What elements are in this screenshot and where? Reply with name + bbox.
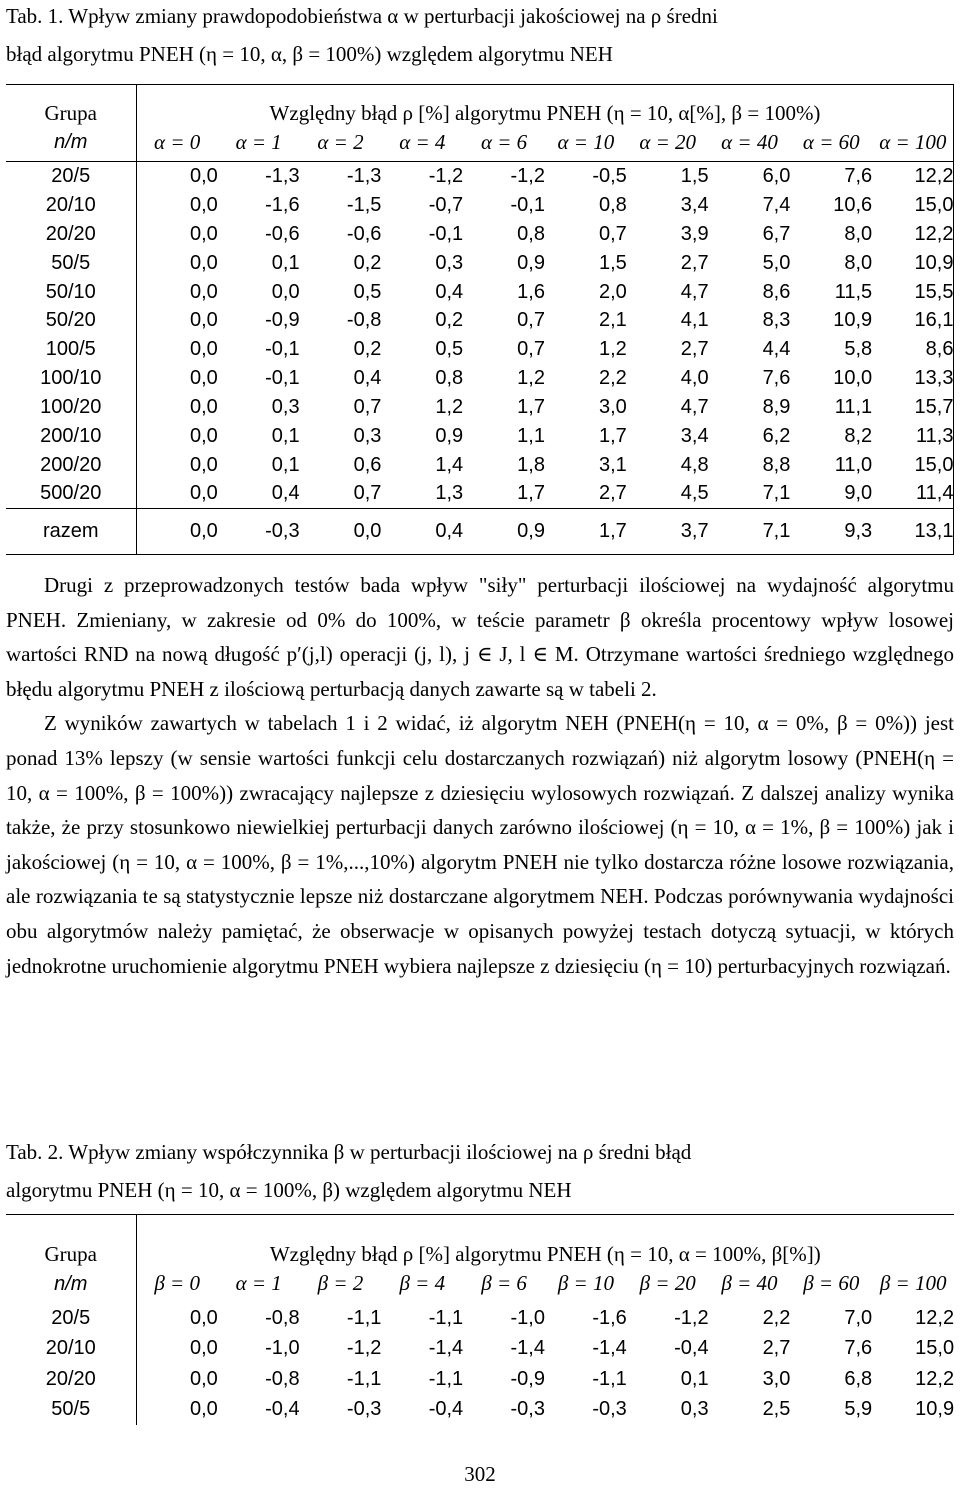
table-cell: 10,9 bbox=[833, 309, 873, 332]
table-cell: -0,6 bbox=[265, 222, 300, 245]
table-cell: 9,3 bbox=[790, 508, 872, 554]
table-cell: 1,4 bbox=[435, 453, 464, 476]
table-col-header: α = 0 bbox=[136, 124, 218, 162]
table-cell: 8,6 bbox=[872, 335, 954, 364]
table-cell: 1,2 bbox=[517, 367, 545, 390]
table-cell: 7,1 bbox=[709, 508, 791, 554]
table-row bbox=[6, 508, 954, 554]
row-group: 20/5 bbox=[6, 1303, 136, 1334]
table-col-header: α = 2 bbox=[300, 124, 382, 162]
table-cell: 0,5 bbox=[435, 338, 464, 361]
table-cell: 0,4 bbox=[381, 508, 463, 554]
table-cell: 0,7 bbox=[353, 396, 382, 419]
table-cell: 1,7 bbox=[517, 396, 545, 419]
row-group: 50/5 bbox=[6, 1394, 136, 1425]
table-cell: 10,9 bbox=[915, 1398, 955, 1421]
table-cell: 0,8 bbox=[517, 222, 545, 245]
table-cell: -1,1 bbox=[346, 1367, 382, 1390]
row-group: 20/20 bbox=[6, 219, 136, 248]
table1 bbox=[6, 84, 954, 555]
table-cell: 3,0 bbox=[762, 1367, 791, 1390]
table-cell: -1,4 bbox=[592, 1337, 627, 1360]
table-cell: 0,7 bbox=[517, 309, 545, 332]
table-cell: 11,5 bbox=[834, 280, 873, 303]
table-cell: 0,8 bbox=[435, 367, 464, 390]
table2 bbox=[6, 1214, 954, 1425]
table-cell: 2,7 bbox=[762, 1337, 791, 1360]
page-number: 302 bbox=[464, 1462, 496, 1486]
row-group: 20/10 bbox=[6, 190, 136, 219]
table-cell: 12,2 bbox=[872, 219, 954, 248]
table-row bbox=[6, 1333, 954, 1364]
table-cell: 3,4 bbox=[680, 193, 709, 216]
table-cell: 13,3 bbox=[872, 364, 954, 393]
table-cell: 4,0 bbox=[680, 367, 709, 390]
table-cell: -0,1 bbox=[265, 367, 300, 390]
table-cell: 0,8 bbox=[598, 193, 627, 216]
table-cell: 4,8 bbox=[680, 453, 709, 476]
table-cell: 0,0 bbox=[189, 424, 218, 447]
table1-header-title: Względny błąd ρ [%] algorytmu PNEH (η = 10, α[%], β = 100%) bbox=[136, 85, 954, 124]
table-cell: 12,2 bbox=[872, 162, 954, 191]
table-cell: 12,2 bbox=[915, 1306, 955, 1329]
table-cell: 0,1 bbox=[680, 1367, 709, 1390]
table-cell: 0,9 bbox=[463, 508, 545, 554]
table-row bbox=[6, 162, 954, 191]
table1-caption bbox=[6, 0, 954, 73]
table-cell: 0,0 bbox=[189, 338, 218, 361]
table-cell: 0,3 bbox=[435, 251, 464, 274]
table1-caption-line1: Tab. 1. Wpływ zmiany prawdopodobieństwa α w perturbacji jakościowej na ρ średni bbox=[6, 4, 718, 28]
table-row bbox=[6, 248, 954, 277]
table-row bbox=[6, 1303, 954, 1334]
table2-caption-line1: Tab. 2. Wpływ zmiany współczynnika β w perturbacji ilościowej na ρ średni błąd bbox=[6, 1140, 692, 1164]
table-cell: -1,6 bbox=[265, 193, 300, 216]
table-cell: 10,0 bbox=[833, 367, 873, 390]
table-col-header: β = 40 bbox=[721, 1271, 778, 1295]
table1-header-group: Grupa bbox=[6, 85, 136, 124]
table-row bbox=[6, 364, 954, 393]
table-cell: -0,4 bbox=[428, 1398, 464, 1421]
table-cell: 3,0 bbox=[598, 396, 627, 419]
table1-caption-line2: błąd algorytmu PNEH (η = 10, α, β = 100%) względem algorytmu NEH bbox=[6, 42, 613, 66]
table-cell: 4,1 bbox=[680, 309, 709, 332]
table-cell: 1,1 bbox=[517, 424, 545, 447]
table-col-header: β = 6 bbox=[481, 1271, 527, 1295]
table-cell: 9,0 bbox=[844, 482, 873, 505]
table-cell: 0,7 bbox=[353, 482, 382, 505]
table-cell: 0,0 bbox=[189, 482, 218, 505]
table-col-header: α = 20 bbox=[627, 124, 709, 162]
table-col-header: α = 10 bbox=[545, 124, 627, 162]
table-cell: -0,1 bbox=[428, 222, 464, 245]
table-cell: 8,0 bbox=[844, 222, 873, 245]
table-cell: 5,0 bbox=[762, 251, 791, 274]
table-col-header: β = 10 bbox=[557, 1271, 614, 1295]
table-cell: 1,8 bbox=[517, 453, 545, 476]
table-cell: 0,3 bbox=[680, 1398, 709, 1421]
table-cell: 0,0 bbox=[189, 1398, 218, 1421]
table-cell: 13,1 bbox=[872, 508, 954, 554]
table-cell: 7,6 bbox=[762, 367, 791, 390]
table-cell: 6,8 bbox=[844, 1367, 873, 1390]
table-row bbox=[6, 277, 954, 306]
table-cell: 1,5 bbox=[680, 165, 709, 188]
table-cell: -1,1 bbox=[592, 1367, 627, 1390]
table-cell: -1,2 bbox=[510, 165, 545, 188]
table-col-header: β = 100 bbox=[879, 1271, 947, 1295]
table-cell: -0,8 bbox=[265, 1367, 300, 1390]
table-cell: 15,7 bbox=[872, 393, 954, 422]
row-group: 100/5 bbox=[6, 335, 136, 364]
table-cell: 0,0 bbox=[189, 222, 218, 245]
table-cell: -1,1 bbox=[428, 1367, 464, 1390]
table-cell: -1,3 bbox=[265, 165, 300, 188]
table-cell: 12,2 bbox=[915, 1367, 955, 1390]
table-row bbox=[6, 306, 954, 335]
table-cell: -0,9 bbox=[265, 309, 300, 332]
table-cell: 4,7 bbox=[680, 280, 709, 303]
table-cell: 15,0 bbox=[872, 190, 954, 219]
table-cell: 0,0 bbox=[189, 165, 218, 188]
table-cell: 11,1 bbox=[834, 396, 873, 419]
table-col-header: β = 20 bbox=[639, 1271, 696, 1295]
table-cell: -0,1 bbox=[265, 338, 300, 361]
table-cell: 0,2 bbox=[353, 338, 382, 361]
table-cell: 15,0 bbox=[872, 450, 954, 479]
table-cell: -1,1 bbox=[428, 1306, 464, 1329]
table-col-header: α = 6 bbox=[463, 124, 545, 162]
row-group: 50/10 bbox=[6, 277, 136, 306]
table-cell: -0,3 bbox=[218, 508, 300, 554]
table2-header-group: Grupa bbox=[6, 1215, 136, 1265]
table-cell: 5,8 bbox=[844, 338, 873, 361]
table-row bbox=[6, 190, 954, 219]
table-cell: 1,6 bbox=[517, 280, 545, 303]
table-cell: -0,4 bbox=[265, 1398, 300, 1421]
table-cell: 2,1 bbox=[598, 309, 627, 332]
row-group: razem bbox=[6, 508, 136, 554]
table2-caption-line2: algorytmu PNEH (η = 10, α = 100%, β) względem algorytmu NEH bbox=[6, 1178, 572, 1202]
table-cell: 1,2 bbox=[435, 396, 464, 419]
row-group: 100/20 bbox=[6, 393, 136, 422]
table-row bbox=[6, 219, 954, 248]
table-cell: 0,0 bbox=[189, 280, 218, 303]
table-cell: 7,4 bbox=[762, 193, 791, 216]
table-cell: -1,0 bbox=[265, 1337, 300, 1360]
table-col-header: β = 4 bbox=[399, 1271, 446, 1295]
table-cell: 1,2 bbox=[598, 338, 627, 361]
table-cell: 2,7 bbox=[680, 338, 709, 361]
table-cell: 8,3 bbox=[762, 309, 791, 332]
table-cell: 0,0 bbox=[271, 280, 300, 303]
table-cell: 0,0 bbox=[189, 1306, 218, 1329]
table-cell: 0,4 bbox=[353, 367, 382, 390]
table-cell: 2,2 bbox=[598, 367, 627, 390]
table-cell: 2,2 bbox=[762, 1306, 791, 1329]
row-group: 50/20 bbox=[6, 306, 136, 335]
table-cell: -0,8 bbox=[346, 309, 382, 332]
table-cell: -0,3 bbox=[510, 1398, 545, 1421]
table-cell: 0,0 bbox=[189, 309, 218, 332]
table-col-header: α = 40 bbox=[709, 124, 791, 162]
table-cell: 10,9 bbox=[872, 248, 954, 277]
table-cell: 1,7 bbox=[517, 482, 545, 505]
table-cell: -0,5 bbox=[592, 165, 627, 188]
table-cell: 4,4 bbox=[762, 338, 791, 361]
table-cell: 0,5 bbox=[353, 280, 382, 303]
table-cell: 0,3 bbox=[271, 396, 300, 419]
table-cell: 3,7 bbox=[627, 508, 709, 554]
table-col-header: α = 1 bbox=[235, 1271, 282, 1295]
table-cell: -1,1 bbox=[346, 1306, 382, 1329]
table-cell: -0,3 bbox=[592, 1398, 627, 1421]
table-cell: 0,6 bbox=[353, 453, 382, 476]
table-cell: 0,7 bbox=[598, 222, 627, 245]
table-cell: -1,4 bbox=[510, 1337, 545, 1360]
table-cell: 1,5 bbox=[598, 251, 627, 274]
table-cell: 8,2 bbox=[844, 424, 873, 447]
table-cell: 10,6 bbox=[833, 193, 873, 216]
row-group: 50/5 bbox=[6, 248, 136, 277]
table-cell: 0,1 bbox=[271, 424, 300, 447]
table-cell: 3,1 bbox=[598, 453, 627, 476]
row-group: 20/10 bbox=[6, 1333, 136, 1364]
table-cell: -0,4 bbox=[674, 1337, 709, 1360]
table-cell: -0,9 bbox=[510, 1367, 545, 1390]
table-col-header: α = 100 bbox=[872, 124, 954, 162]
table-row bbox=[6, 422, 954, 451]
row-group: 200/20 bbox=[6, 450, 136, 479]
table-cell: 0,2 bbox=[353, 251, 382, 274]
row-group: 200/10 bbox=[6, 422, 136, 451]
table-cell: 0,0 bbox=[189, 396, 218, 419]
table-cell: -0,3 bbox=[346, 1398, 382, 1421]
table-cell: 11,3 bbox=[872, 422, 954, 451]
table-cell: 0,9 bbox=[435, 424, 464, 447]
table-cell: 6,2 bbox=[762, 424, 791, 447]
table-col-header: α = 60 bbox=[790, 124, 872, 162]
table-cell: -1,2 bbox=[674, 1306, 709, 1329]
table2-header-nm: n/m bbox=[6, 1265, 136, 1303]
body-paragraph-2: Z wyników zawartych w tabelach 1 i 2 widać, iż algorytm NEH (PNEH(η = 10, α = 0%, β = 0%)) jest ponad 13% lepszy (w sensie wartości funkcji celu dostarczanych rozwiązań) niż algorytm losowy (PNEH(η = 10, α = 100%, β = 100%)) zwracający najlepsze z dziesięciu wylosowych rozwiązań. Z dalszej analizy wynika także, że przy stosunkowo niewielkiej perturbacji danych zarówno ilościowej (η = 10, α = 1%, β = 100%) jak i jakościowej (η = 10, α = 100%, β = 1%,...,10%) algorytm PNEH nie tylko dostarcza różne losowe rozwiązania, ale rozwiązania te są statystycznie lepsze niż dostarczane algorytmem NEH. Podczas porównywania wydajności obu algorytmów należy pamiętać, że obserwacje w opisanych powyżej testach dotyczą sytuacji, w których jednokrotne uruchomienie algorytmu PNEH wybiera najlepsze z dziesięciu (η = 10) perturbacyjnych rozwiązań. bbox=[6, 711, 954, 978]
table-row bbox=[6, 393, 954, 422]
table-cell: 7,6 bbox=[844, 165, 873, 188]
table-cell: -1,5 bbox=[346, 193, 382, 216]
row-group: 20/20 bbox=[6, 1364, 136, 1395]
table-cell: 6,0 bbox=[762, 165, 791, 188]
table-col-header: α = 4 bbox=[381, 124, 463, 162]
table-cell: 15,0 bbox=[915, 1337, 955, 1360]
table-row bbox=[6, 335, 954, 364]
table-cell: 2,7 bbox=[598, 482, 627, 505]
table-cell: 7,1 bbox=[762, 482, 791, 505]
table-cell: 3,4 bbox=[680, 424, 709, 447]
table-cell: 1,7 bbox=[598, 424, 627, 447]
table-cell: 11,0 bbox=[834, 453, 873, 476]
table-cell: 11,4 bbox=[872, 479, 954, 508]
table-row bbox=[6, 450, 954, 479]
table-cell: 0,4 bbox=[271, 482, 300, 505]
table-cell: -0,1 bbox=[510, 193, 545, 216]
table-cell: 0,0 bbox=[136, 508, 218, 554]
table-cell: 5,9 bbox=[844, 1398, 873, 1421]
table1-header-nm: n/m bbox=[6, 124, 136, 162]
table-cell: -1,0 bbox=[510, 1306, 545, 1329]
table-cell: -1,4 bbox=[428, 1337, 464, 1360]
table-cell: 2,7 bbox=[680, 251, 709, 274]
body-paragraph-1: Drugi z przeprowadzonych testów bada wpływ "siły" perturbacji ilościowej na wydajność algorytmu PNEH. Zmieniany, w zakresie od 0% do 100%, w teście parametr β określa procentowy wpływ losowej wartości RND na nową długość p′(j,l) operacji (j, l), j ∈ J, l ∈ M. Otrzymane wartości średniego względnego błędu algorytmu PNEH z ilościową perturbacją danych zawarte są w tabeli 2. bbox=[6, 573, 954, 701]
table-cell: 0,0 bbox=[189, 1367, 218, 1390]
row-group: 100/10 bbox=[6, 364, 136, 393]
table-cell: 7,0 bbox=[844, 1306, 873, 1329]
table-cell: -1,6 bbox=[592, 1306, 627, 1329]
table-cell: 4,5 bbox=[680, 482, 709, 505]
table-cell: 0,0 bbox=[189, 453, 218, 476]
row-group: 20/5 bbox=[6, 162, 136, 191]
table-cell: 0,0 bbox=[189, 367, 218, 390]
table-cell: 0,7 bbox=[517, 338, 545, 361]
table-cell: 0,0 bbox=[189, 251, 218, 274]
table2-header-title: Względny błąd ρ [%] algorytmu PNEH (η = 10, α = 100%, β[%]) bbox=[136, 1215, 954, 1265]
table-cell: 0,9 bbox=[517, 251, 545, 274]
table-cell: 8,9 bbox=[762, 396, 791, 419]
table-cell: 1,7 bbox=[545, 508, 627, 554]
table-cell: 0,2 bbox=[435, 309, 464, 332]
table-col-header: β = 60 bbox=[803, 1271, 860, 1295]
table-cell: 0,4 bbox=[435, 280, 464, 303]
table-cell: -1,3 bbox=[346, 165, 382, 188]
table-cell: 7,6 bbox=[844, 1337, 873, 1360]
table-cell: -0,7 bbox=[428, 193, 464, 216]
table-cell: 0,1 bbox=[271, 453, 300, 476]
table-cell: -1,2 bbox=[428, 165, 464, 188]
table-cell: -1,2 bbox=[346, 1337, 382, 1360]
table-cell: 8,6 bbox=[762, 280, 791, 303]
table-cell: 0,0 bbox=[300, 508, 382, 554]
table-col-header: β = 2 bbox=[317, 1271, 364, 1295]
table-row bbox=[6, 1364, 954, 1395]
table-cell: 16,1 bbox=[872, 306, 954, 335]
table-col-header: β = 0 bbox=[154, 1271, 200, 1295]
table-cell: 2,0 bbox=[598, 280, 627, 303]
table-cell: -0,8 bbox=[265, 1306, 300, 1329]
table-cell: 0,0 bbox=[189, 193, 218, 216]
table-cell: 2,5 bbox=[762, 1398, 791, 1421]
row-group: 500/20 bbox=[6, 479, 136, 508]
table-cell: 15,5 bbox=[872, 277, 954, 306]
table-cell: -0,6 bbox=[346, 222, 382, 245]
table-cell: 0,0 bbox=[189, 1337, 218, 1360]
table-row bbox=[6, 479, 954, 508]
table-cell: 0,1 bbox=[271, 251, 300, 274]
table-cell: 1,3 bbox=[435, 482, 464, 505]
table-cell: 4,7 bbox=[680, 396, 709, 419]
table-cell: 6,7 bbox=[762, 222, 791, 245]
table-cell: 3,9 bbox=[680, 222, 709, 245]
table-row bbox=[6, 1394, 954, 1425]
table-cell: 8,0 bbox=[844, 251, 873, 274]
table-cell: 8,8 bbox=[762, 453, 791, 476]
table-cell: 0,3 bbox=[353, 424, 382, 447]
table2-caption bbox=[6, 1133, 954, 1209]
body-text bbox=[6, 568, 954, 983]
table-col-header: α = 1 bbox=[218, 124, 300, 162]
